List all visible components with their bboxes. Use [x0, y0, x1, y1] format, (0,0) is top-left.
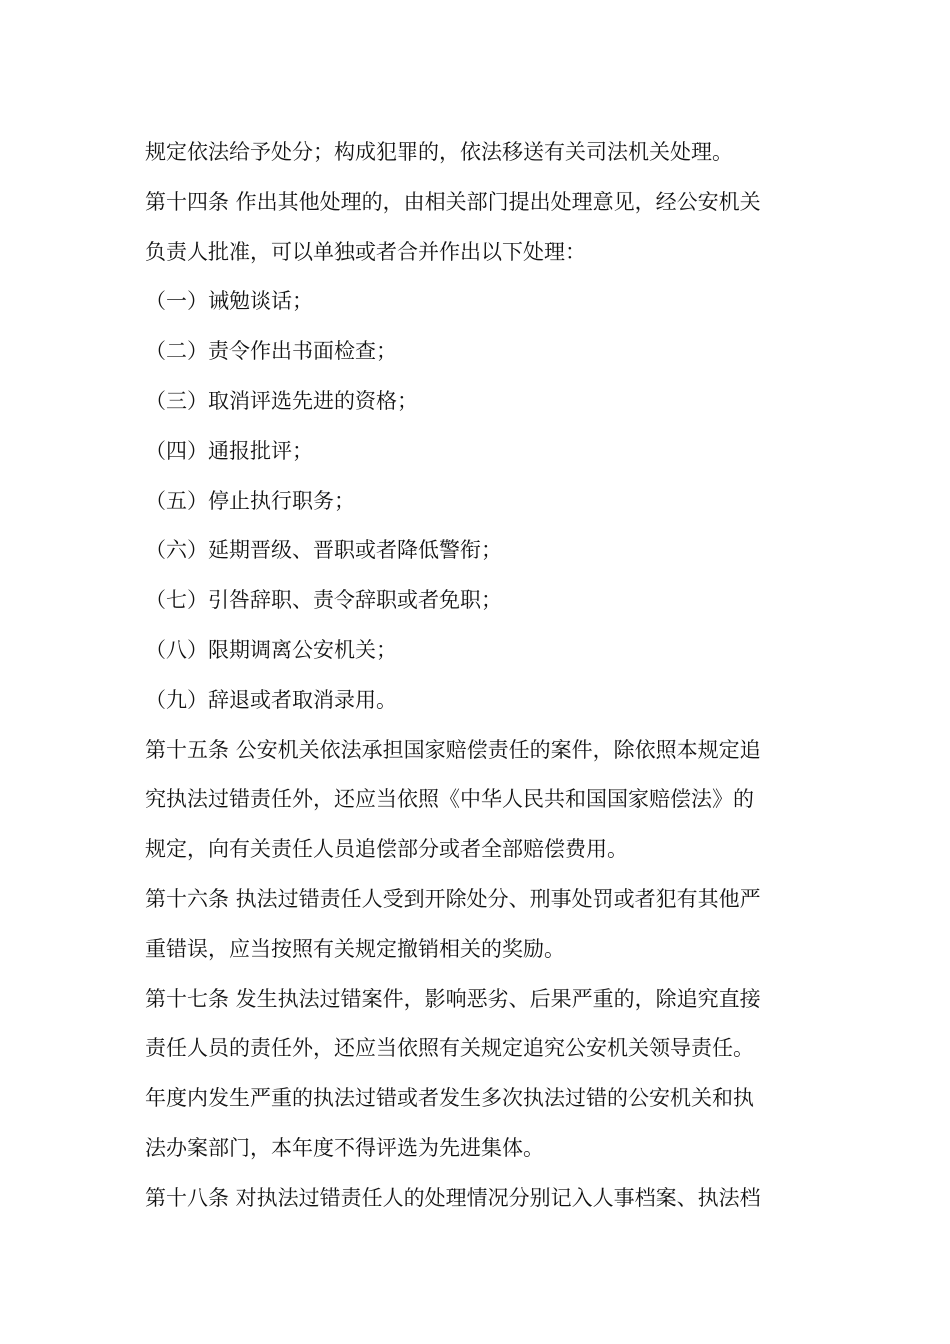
text-line: 负责人批准，可以单独或者合并作出以下处理：: [145, 239, 586, 264]
document-body: [145, 128, 810, 1224]
text-line: 规定，向有关责任人员追偿部分或者全部赔偿费用。: [145, 837, 628, 862]
list-item: （九）辞退或者取消录用。: [145, 687, 397, 712]
list-item: （一）诫勉谈话；: [145, 289, 313, 314]
text-line: 究执法过错责任外，还应当依照《中华人民共和国国家赔偿法》的: [145, 787, 754, 812]
text-line: 责任人员的责任外，还应当依照有关规定追究公安机关领导责任。: [145, 1036, 754, 1061]
text-line: 规定依法给予处分；构成犯罪的，依法移送有关司法机关处理。: [145, 140, 733, 164]
text-line: 重错误，应当按照有关规定撤销相关的奖励。: [145, 936, 565, 961]
list-item: （五）停止执行职务；: [145, 488, 355, 513]
list-item: （二）责令作出书面检查；: [145, 339, 397, 364]
list-item: （三）取消评选先进的资格；: [145, 388, 418, 413]
text-line: 第十七条 发生执法过错案件，影响恶劣、后果严重的，除追究直接: [145, 986, 761, 1011]
list-item: （八）限期调离公安机关；: [145, 637, 397, 662]
text-line: 第十八条 对执法过错责任人的处理情况分别记入人事档案、执法档: [145, 1185, 761, 1210]
list-item: （七）引咎辞职、责令辞职或者免职；: [145, 588, 502, 613]
text-line: 第十四条 作出其他处理的，由相关部门提出处理意见，经公安机关: [145, 189, 761, 214]
list-item: （四）通报批评；: [145, 438, 313, 463]
text-line: 第十五条 公安机关依法承担国家赔偿责任的案件，除依照本规定追: [145, 737, 761, 762]
text-line: 第十六条 执法过错责任人受到开除处分、刑事处罚或者犯有其他严: [145, 886, 761, 911]
text-line: 法办案部门，本年度不得评选为先进集体。: [145, 1135, 544, 1160]
list-item: （六）延期晋级、晋职或者降低警衔；: [145, 538, 502, 563]
text-line: 年度内发生严重的执法过错或者发生多次执法过错的公安机关和执: [145, 1086, 754, 1111]
